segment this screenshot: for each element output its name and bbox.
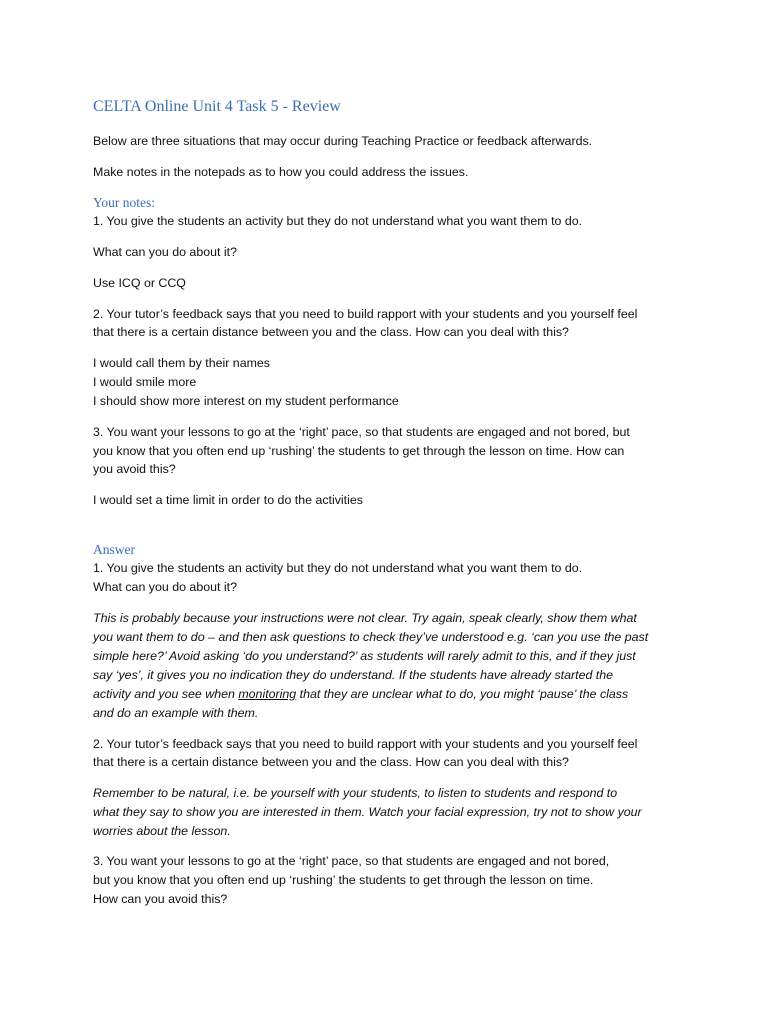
notes-question-3: you know that you often end up ‘rushing’ the students to get through the lesson on time. How can: [93, 444, 625, 458]
notes-question-3: 3. You want your lessons to go at the ‘right’ pace, so that students are engaged and not bored, but: [93, 425, 630, 439]
notes-question-1-sub: What can you do about it?: [93, 245, 237, 259]
answer-1-text-part: activity and you see when: [93, 687, 239, 701]
monitoring-underlined: monitoring: [238, 687, 297, 701]
answer-2-text: what they say to show you are interested in them. Watch your facial expression, try not to show your: [93, 805, 642, 819]
notes-heading: Your notes:: [93, 195, 156, 210]
answer-1-text: you want them to do – and then ask questions to check they’ve understood e.g. ‘can you use the past: [93, 630, 649, 644]
answer-1-text: say ‘yes’, it gives you no indication they do understand. If the students have already started the: [93, 668, 614, 682]
notes-question-1: 1. You give the students an activity but they do not understand what you want them to do.: [93, 214, 583, 228]
intro-line: Below are three situations that may occur during Teaching Practice or feedback afterwards.: [93, 134, 593, 148]
answer-2-text: Remember to be natural, i.e. be yourself with your students, to listen to students and respond to: [93, 786, 618, 800]
answer-question-3: but you know that you often end up ‘rushing’ the students to get through the lesson on time.: [93, 873, 594, 887]
answer-1-text: and do an example with them.: [93, 706, 259, 720]
notes-question-2: 2. Your tutor’s feedback says that you need to build rapport with your students and you yourself feel: [93, 307, 638, 321]
answer-1-text-part: that they are unclear what to do, you might ‘pause’ the class: [296, 687, 629, 701]
notes-answer-2: I would smile more: [93, 375, 197, 389]
answer-question-3: How can you avoid this?: [93, 892, 228, 906]
answer-question-1: 1. You give the students an activity but they do not understand what you want them to do.: [93, 561, 583, 575]
notes-answer-2: I would call them by their names: [93, 356, 270, 370]
answer-question-3: 3. You want your lessons to go at the ‘right’ pace, so that students are engaged and not bored,: [93, 854, 610, 868]
notes-answer-3: I would set a time limit in order to do the activities: [93, 493, 363, 507]
answer-question-1: What can you do about it?: [93, 580, 237, 594]
answer-2-text: worries about the lesson.: [93, 824, 231, 838]
answer-1-text: This is probably because your instructions were not clear. Try again, speak clearly, show them what: [93, 611, 637, 625]
answer-heading: Answer: [93, 542, 135, 557]
answer-question-2: that there is a certain distance between you and the class. How can you deal with this?: [93, 755, 569, 769]
answer-question-2: 2. Your tutor’s feedback says that you need to build rapport with your students and you yourself feel: [93, 737, 638, 751]
answer-1-text: [93, 685, 628, 704]
document-title: CELTA Online Unit 4 Task 5 - Review: [93, 98, 341, 115]
notes-answer-2: I should show more interest on my student performance: [93, 394, 399, 408]
answer-1-text: simple here?’ Avoid asking ‘do you understand?’ as students will rarely admit to this, and if they just: [93, 649, 636, 663]
notes-question-3: you avoid this?: [93, 462, 176, 476]
intro-line: Make notes in the notepads as to how you could address the issues.: [93, 165, 469, 179]
notes-answer-1: Use ICQ or CCQ: [93, 276, 186, 290]
notes-question-2: that there is a certain distance between you and the class. How can you deal with this?: [93, 325, 569, 339]
